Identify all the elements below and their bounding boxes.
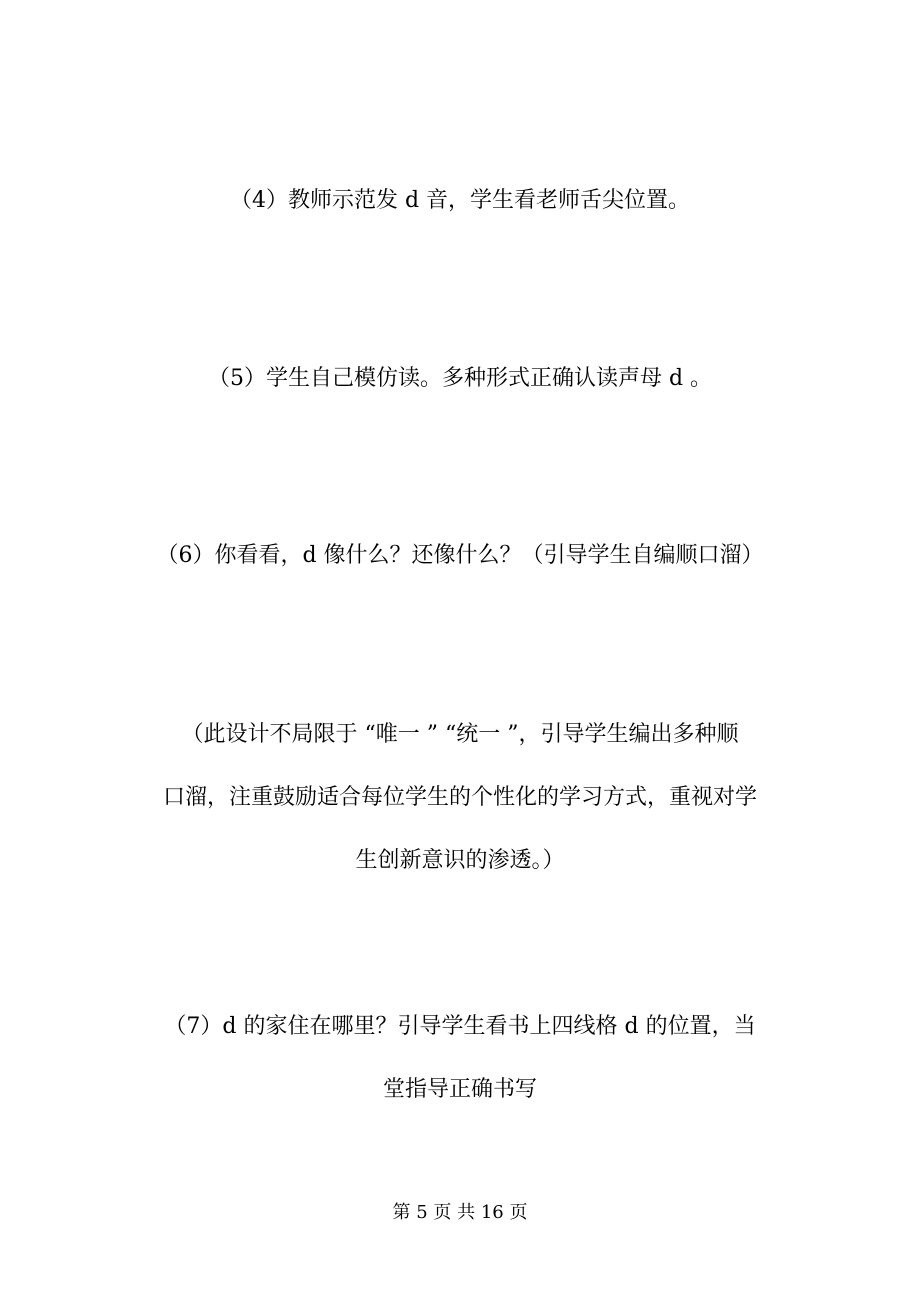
paragraph-step-4	[0, 169, 920, 232]
paragraph-line: 口溜，注重鼓励适合每位学生的个性化的学习方式，重视对学	[162, 785, 757, 810]
paragraph-line: （5）学生自己模仿读。多种形式正确认读声母 d 。	[207, 366, 713, 391]
paragraph-design-note	[0, 703, 920, 892]
paragraph-line: （6）你看看，d 像什么？还像什么？（引导学生自编顺口溜）	[156, 543, 764, 568]
page-footer: 第 5 页 共 16 页	[392, 1202, 528, 1223]
paragraph-line: 堂指导正确书写	[382, 1077, 537, 1102]
paragraph-step-7	[0, 995, 920, 1121]
paragraph-line: （7）d 的家住在哪里？引导学生看书上四线格 d 的位置，当	[164, 1014, 756, 1039]
paragraph-line: （此设计不局限于 “唯一 ” “统一 ”，引导学生编出多种顺	[181, 722, 739, 747]
paragraph-step-6	[0, 524, 920, 587]
paragraph-line: （4）教师示范发 d 音，学生看老师舌尖位置。	[229, 188, 691, 213]
paragraph-step-5	[0, 347, 920, 410]
paragraph-line: 生创新意识的渗透。）	[355, 848, 565, 873]
